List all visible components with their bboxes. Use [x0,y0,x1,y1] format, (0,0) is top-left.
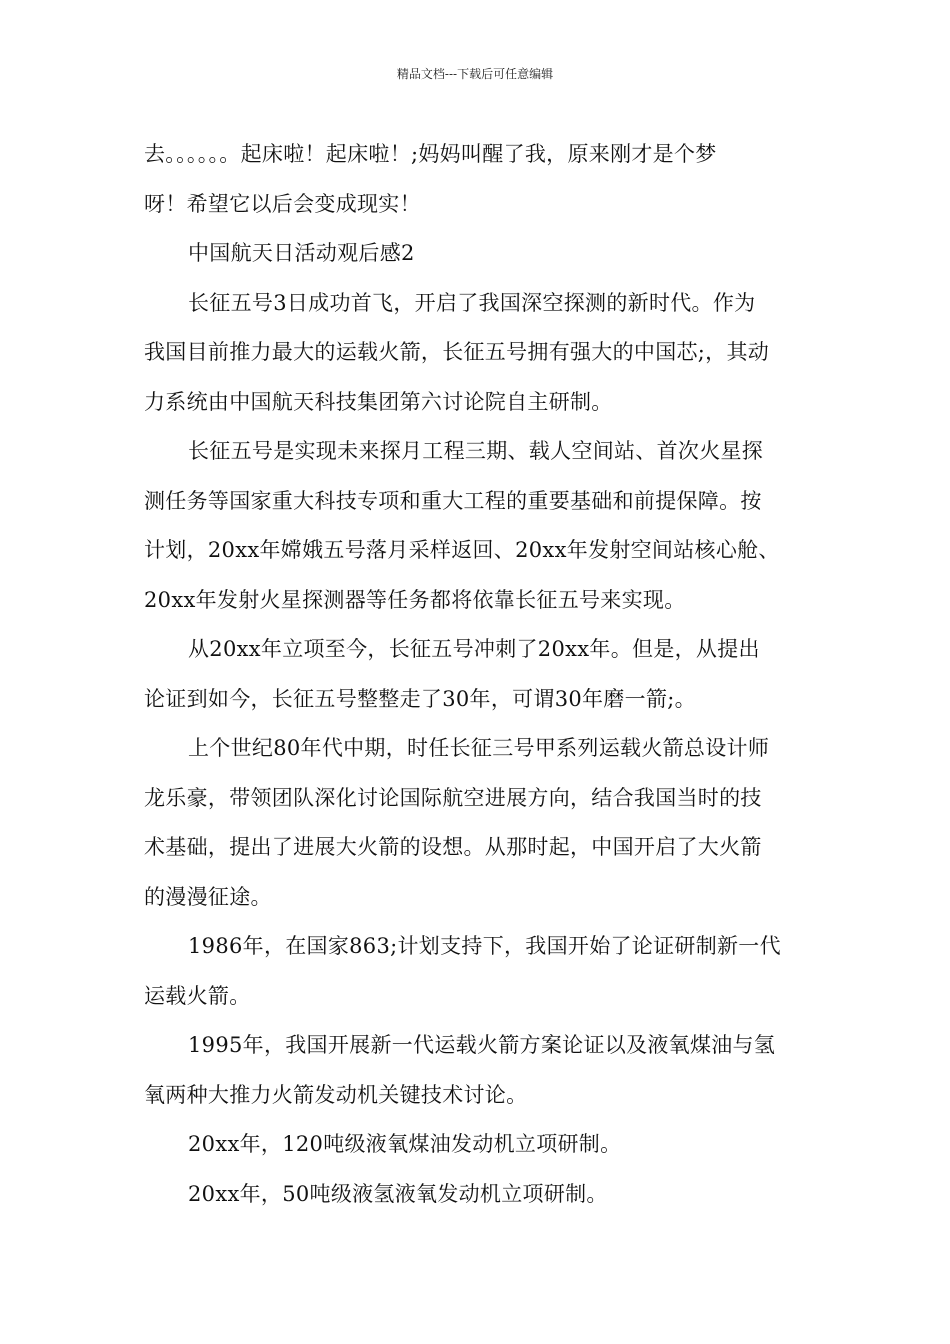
text-line: 术基础，提出了进展大火箭的设想。从那时起，中国开启了大火箭 [144,835,762,859]
text-line: 去。。。。。。起床啦！起床啦！;妈妈叫醒了我，原来刚才是个梦 [144,142,717,166]
text-line: 1995年，我国开展新一代运载火箭方案论证以及液氧煤油与氢 [188,1033,776,1057]
text-line: 上个世纪80年代中期，时任长征三号甲系列运载火箭总设计师 [188,736,770,760]
text-line: 龙乐豪，带领团队深化讨论国际航空进展方向，结合我国当时的技 [144,785,762,810]
text-line: 呀！希望它以后会变成现实！ [144,191,421,216]
text-line: 的漫漫征途。 [144,884,272,909]
text-line: 测任务等国家重大科技专项和重大工程的重要基础和前提保障。按 [144,488,762,513]
text-line: 20xx年，50吨级液氢液氧发动机立项研制。 [188,1181,608,1206]
text-line: 运载火箭。 [144,983,251,1008]
document-body [144,130,824,1219]
text-line: 力系统由中国航天科技集团第六讨论院自主研制。 [144,389,613,414]
text-line: 1986年，在国家863;计划支持下，我国开始了论证研制新一代 [188,934,781,958]
text-line: 20xx年，120吨级液氧煤油发动机立项研制。 [188,1132,622,1156]
text-line: 从20xx年立项至今，长征五号冲刺了20xx年。但是，从提出 [188,637,760,661]
text-line: 长征五号是实现未来探月工程三期、载人空间站、首次火星探 [188,439,764,463]
text-line: 计划，20xx年嫦娥五号落月采样返回、20xx年发射空间站核心舱、 [144,538,780,562]
text-line: 20xx年发射火星探测器等任务都将依靠长征五号来实现。 [144,587,686,612]
text-line: 氧两种大推力火箭发动机关键技术讨论。 [144,1082,528,1107]
text-line: 我国目前推力最大的运载火箭，长征五号拥有强大的中国芯;，其动 [144,340,770,364]
page-header: 精品文档---下载后可任意编辑 [396,67,554,81]
text-line: 长征五号3日成功首飞，开启了我国深空探测的新时代。作为 [188,290,756,315]
section-heading: 中国航天日活动观后感2 [188,241,415,265]
text-line: 论证到如今，长征五号整整走了30年，可谓30年磨一箭;。 [144,686,696,711]
